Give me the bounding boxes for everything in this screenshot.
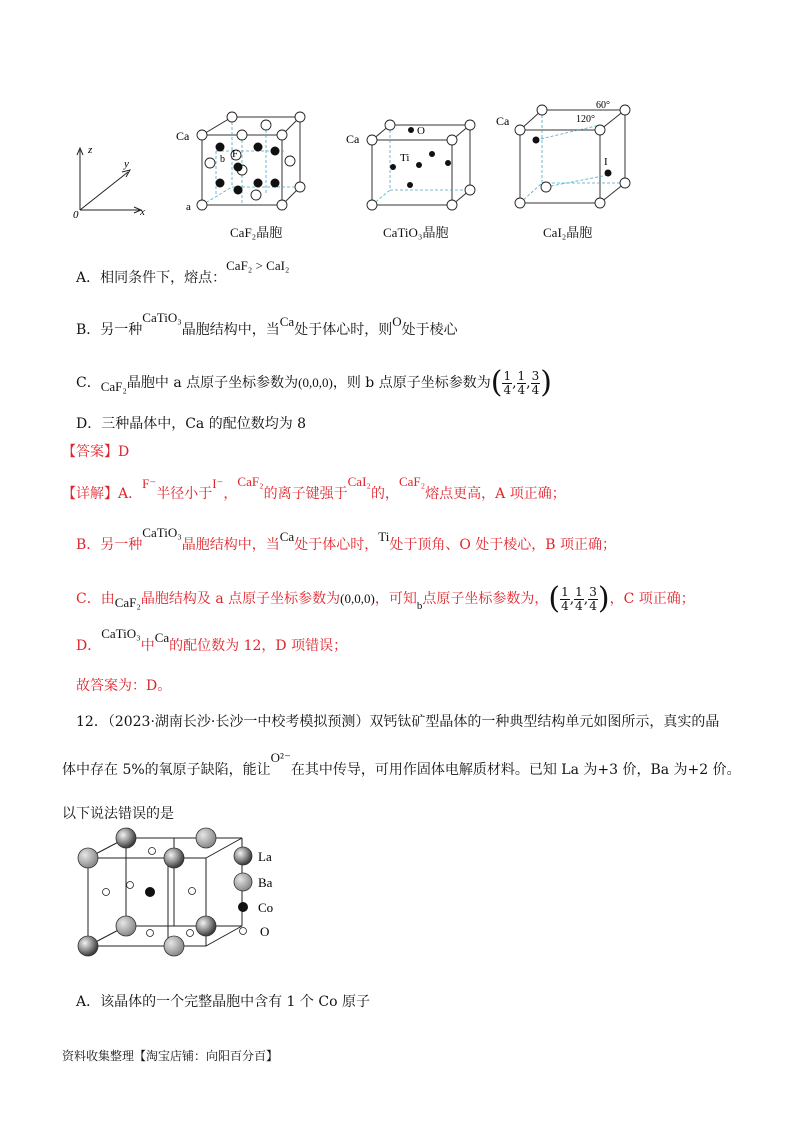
legend-markers — [234, 847, 252, 935]
caf2-b-label: b — [220, 154, 225, 165]
analysis-conclusion: 故答案为：D。 — [76, 678, 172, 694]
option-d: D．三种晶体中，Ca 的配位数均为 8 — [76, 416, 307, 432]
option-b: B．另一种CaTiO₃晶胞结构中，当Ca处于体心时，则O处于棱心 — [76, 310, 458, 338]
q12-line-2: 体中存在 5%的氧原子缺陷，能让O²⁻在其中传导，可用作固体电解质材料。已知 La 为+3 价，Ba 为+2 价。 — [62, 750, 741, 778]
axis-y-label: y — [124, 158, 129, 170]
analysis-line-1: 【详解】A．F⁻半径小于I⁻，CaF₂的离子键强于CaI₂的，CaF₂熔点更高，A 项正确； — [62, 474, 566, 502]
axis-origin-label: 0 — [73, 209, 79, 221]
footer: 资料收集整理【淘宝店铺：向阳百分百】 — [62, 1049, 279, 1063]
catio3-ca-label: Ca — [346, 132, 360, 146]
cai2-120-label: 120° — [576, 114, 595, 125]
cai2-i-label: I — [604, 156, 608, 168]
caf2-cell — [197, 112, 305, 210]
option-a-formula: CaF₂ > CaI₂ — [226, 258, 290, 273]
catio3-caption: CaTiO₃晶胞 — [383, 225, 449, 240]
axis-x-label: x — [140, 206, 145, 218]
legend-la: La — [258, 849, 272, 864]
option-a: A．相同条件下，熔点：CaF₂ > CaI₂ — [76, 258, 290, 286]
caf2-a-label: a — [186, 201, 191, 213]
q12-line-3: 以下说法错误的是 — [62, 806, 174, 822]
caf2-ca-label: Ca — [176, 129, 190, 143]
analysis-line-4: D．CaTiO₃中Ca的配位数为 12，D 项错误； — [76, 626, 348, 654]
cai2-cell — [515, 105, 630, 208]
legend-o: O — [260, 924, 270, 939]
legend-ba: Ba — [258, 875, 273, 890]
cai2-60-label: 60° — [596, 100, 610, 111]
axis-z-label: z — [88, 144, 93, 156]
analysis-line-3: C．由CaF₂晶胞结构及 a 点原子坐标参数为(0,0,0)，可知$_b$点原子坐标参数为，( $\frac{1}{4}$ , $\frac{1}{4}$ , $\frac{3}{4}$ )，C 项正确； — [76, 581, 695, 616]
cai2-ca-label: Ca — [496, 114, 510, 128]
option-c: C．CaF₂晶胞中 a 点原子坐标参数为(0,0,0)，则 b 点原子坐标参数为( $\frac{1}{4}$ , $\frac{1}{4}$ , $\frac{3}{4}$ ) — [76, 365, 552, 400]
caf2-f-label: F — [232, 148, 239, 160]
caf2-caption: CaF₂晶胞 — [230, 225, 283, 240]
q12-option-a: A．该晶体的一个完整晶胞中含有 1 个 Co 原子 — [76, 994, 370, 1010]
answer: 【答案】D — [62, 444, 130, 460]
catio3-ti-label: Ti — [400, 152, 410, 164]
coordinate-axes — [77, 148, 141, 213]
perovskite-figure — [70, 825, 310, 985]
legend-co: Co — [258, 900, 274, 915]
analysis-line-2: B．另一种CaTiO₃晶胞结构中，当Ca处于体心时，Ti处于顶角、O 处于棱心，B 项正确； — [76, 525, 616, 553]
catio3-o-label: O — [417, 125, 425, 137]
q12-line-1: 12．（2023·湖南长沙·长沙一中校考模拟预测）双钙钛矿型晶体的一种典型结构单元如图所示，真实的晶 — [76, 714, 720, 730]
cai2-caption: CaI₂晶胞 — [543, 225, 593, 240]
